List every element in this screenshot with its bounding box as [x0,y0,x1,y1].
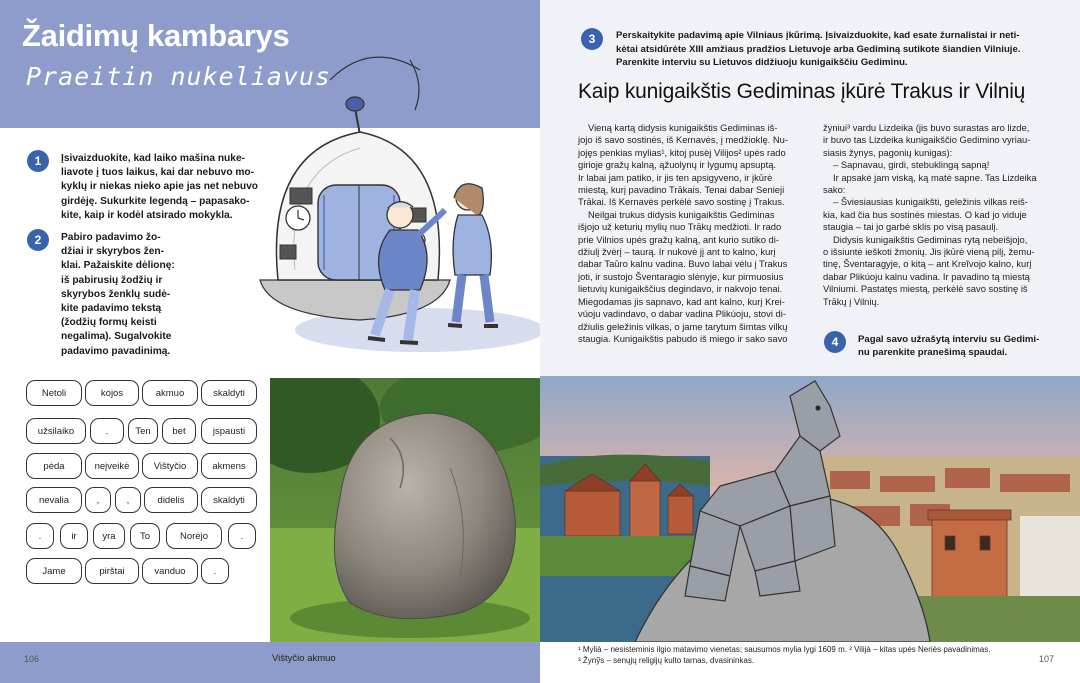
antenna-icon [346,97,364,135]
task-4-line: nu parenkite pranešimą spaudai. [858,347,1008,359]
task-2-line: (žodžių formų keisti [61,317,157,329]
word-tile[interactable]: , [115,487,141,513]
story-line: girioje gražų kalną, ąžuolynų ir lygumų apsuptą. [578,159,777,171]
word-tile[interactable]: vanduo [142,558,198,584]
word-tile[interactable]: Vištyčio [142,453,198,479]
right-page [540,0,1080,683]
word-tile[interactable]: didelis [144,487,198,513]
story-line: o išsiuntė ieškoti žmonių. Jis įkūrė vieną pilį, žemu- [823,246,1035,258]
chapter-title: Žaidimų kambarys [22,18,290,53]
story-line: staugia. Kunigaikštis pabudo iš miego ir sako savo [578,332,788,344]
page-number-right: 107 [1038,654,1054,664]
word-tile[interactable]: akmens [201,453,257,479]
story-line: džiulis geležinis vilkas, o jame tarytum šimtas vilkų [578,320,788,332]
task-2-line: skyrybos ženklų sudė- [61,288,171,300]
story-line: Trākų į Vilnių. [823,295,880,307]
word-tile[interactable]: Norėjo [166,523,222,549]
task-4-line: Pagal savo užrašytą interviu su Gedimi- [858,334,1040,345]
task-1-line: Įsivaizduokite, kad laiko mašina nuke- [61,153,246,164]
girl-figure [448,184,498,326]
task-4-text [858,333,1039,360]
story-line: dabar Plikúoju kalnu vadina. Ir pavadino tą miestą [823,270,1030,282]
story-line: išjojo už keturių mylių nuo Trākų medžioti. Ir rado [578,221,782,233]
story-line: Miegodamas jis sapnavo, kad ant kalno, kurį Krei- [578,295,785,307]
task-3-line: kėtai atsidūrėte XIII amžiaus pradžios Lietuvoje arba Gediminą sutikote šiandien Vilniuje. [616,43,1021,55]
word-tile[interactable]: akmuo [142,380,198,406]
task-3-text [616,29,1020,70]
footnote-2: ³ Žynỹs – senųjų religijų kulto tarnas, dvasininkas. [578,656,755,665]
task-2-text [61,231,175,359]
task-1-line: kyklų ir niekas nieko apie jas net nebuvo [61,181,259,193]
story-line: kia, kad čia bus sostinės miestas. O kad jo viduje [823,208,1027,220]
task-3-line: Perskaitykite padavimą apie Vilniaus įkūrimą. Įsivaizduokite, kad esate žurnalistai ir neti- [616,30,1020,41]
task-2-line: džiai ir skyrybos žen- [61,246,165,258]
word-tile[interactable]: Netoli [26,380,82,406]
story-line: jojęs penkias mylias¹, kitoj pusėj Vilijos² upės rado [578,146,786,158]
story-line: Ir labai jam patiko, ir jis ten apsigyveno, ir įkūrė [578,171,773,183]
story-line: ir buvo tas Lizdeika kunigaikščio Gedimino vyriau- [823,134,1031,146]
story-line: dabar Taūro kalnu vadina. Buvo labai vėlu į Trakus [578,258,788,270]
word-tile[interactable]: užsilaiko [26,418,86,444]
word-tile[interactable]: pirštai [85,558,139,584]
word-tile[interactable]: . [201,558,229,584]
task-1-text [61,152,258,223]
story-line: sako: [823,184,846,196]
word-tile[interactable]: pėda [26,453,82,479]
story-line: miestą, kurį pavadino Trākais. Tenai dabar Senieji [578,184,785,196]
task-number-1: 1 [27,150,49,172]
task-number-3: 3 [581,28,603,50]
footnote-1: ¹ Mylià – nesisteminis ilgio matavimo vienetas; sausumos mylia lygi 1609 m. ² Vilijà – kitas upės Neriès pavadinimas. [578,645,991,654]
word-tile[interactable]: skaldyti [201,380,257,406]
task-1-line: kite, kaip ir kodėl atsirado mokykla. [61,209,233,221]
story-line: žyniui³ vardu Lizdeika (jis buvo surastas aro lizde, [823,122,1030,133]
word-tile[interactable]: Jame [26,558,82,584]
article-title: Kaip kunigaikštis Gediminas įkūrė Trakus ir Vilnių [578,80,1026,103]
task-number-4: 4 [824,331,846,353]
word-tile[interactable]: įspausti [201,418,257,444]
word-tile[interactable]: , [85,487,111,513]
story-line: prie Vilnios upės gražų kalną, ant kurio sutiko di- [578,233,779,245]
word-tile[interactable]: . [26,523,54,549]
chapter-subtitle: Praeitin nukeliavus [26,62,331,91]
story-column-2 [823,122,1056,308]
photo-caption: Vištyčio akmuo [272,653,336,664]
word-tile[interactable]: . [90,418,124,444]
story-line: Vilniumi. Pastatęs miestą, perkėlė savo sostinę iš [823,283,1028,295]
story-line: lietuvių kunigaikščius degindavo, ir nakvojo tenai. [578,283,783,295]
story-line: Didysis kunigaikštis Gediminas rytą nebeišjojo, [833,233,1028,245]
story-line: džiulį žvėrį – taurą. Ir nukovė jį ant to kalno, kurį [578,246,776,258]
task-2-line: kite padavimo tekstą [61,303,162,315]
story-column-1 [578,122,811,345]
left-footer-band [0,642,540,683]
task-number-2: 2 [27,229,49,251]
word-tile[interactable]: ir [60,523,88,549]
story-line: staugia – tai jo garbė sklis po visą pasaulį. [823,221,999,233]
story-line: – Sapnavau, girdi, stebuklingą sapną! [833,159,990,171]
task-1-line: liavote į tuos laikus, kai dar nebuvo mo- [61,167,255,179]
word-tile[interactable]: yra [93,523,125,549]
story-line: Ir apsakė jam viską, ką matė sapne. Tas Lizdeika [833,171,1037,183]
page-number-left: 106 [24,654,40,664]
vistytis-stone-photo [270,378,540,642]
word-tile[interactable]: kojos [85,380,139,406]
story-line: jojo iš savo sostinės, iš Kernavės, į medžioklę. Nu- [578,134,788,146]
story-line: vúoju vadindavo, o dabar vadina Plikúoju, stovi di- [578,308,786,320]
task-2-line: padavimo pavadinimą. [61,345,171,357]
word-tile[interactable]: nevalia [26,487,82,513]
word-tile[interactable]: To [130,523,160,549]
time-machine-illustration [250,40,540,360]
task-1-line: girdėję. Sukurkite legendą – papasako- [61,195,250,207]
story-line: Trākai. Iš Kernavės perkėlė savo sostinę į Trakus. [578,196,785,208]
footnotes [578,644,1048,666]
task-2-line: iš pabirusių žodžių ir [61,274,163,286]
word-tile[interactable]: Ten [128,418,158,444]
story-line: siasis žynys, pagonių kunigas): [823,146,953,158]
task-2-line: negalima). Sugalvokite [61,331,172,343]
story-line: Neilgai trukus didysis kunigaikštis Gediminas [588,208,775,220]
word-tile[interactable]: . [228,523,256,549]
story-line: tinę, Šventaragyje, o kitą – ant Kreĩvojo kalno, kurį [823,258,1032,270]
task-3-line: Parenkite interviu su Lietuvos didžiuoju kunigaikščiu Gediminu. [616,57,908,69]
task-2-line: Pabiro padavimo žo- [61,232,161,243]
word-tile[interactable]: bet [162,418,196,444]
story-line: joti, ir sustojo Šventaragio slėnyje, kur pirmuosius [578,270,784,282]
word-tile[interactable]: skaldyti [201,487,257,513]
task-2-line: klai. Pažaiskite dėlionę: [61,260,175,272]
story-line: Vieną kartą didysis kunigaikštis Gediminas iš- [588,122,778,133]
word-tile[interactable]: neįveikė [85,453,139,479]
vilnius-trakus-photo [540,376,1080,642]
story-line: – Šviesiausias kunigaikšti, geležinis vilkas reiš- [833,196,1028,208]
